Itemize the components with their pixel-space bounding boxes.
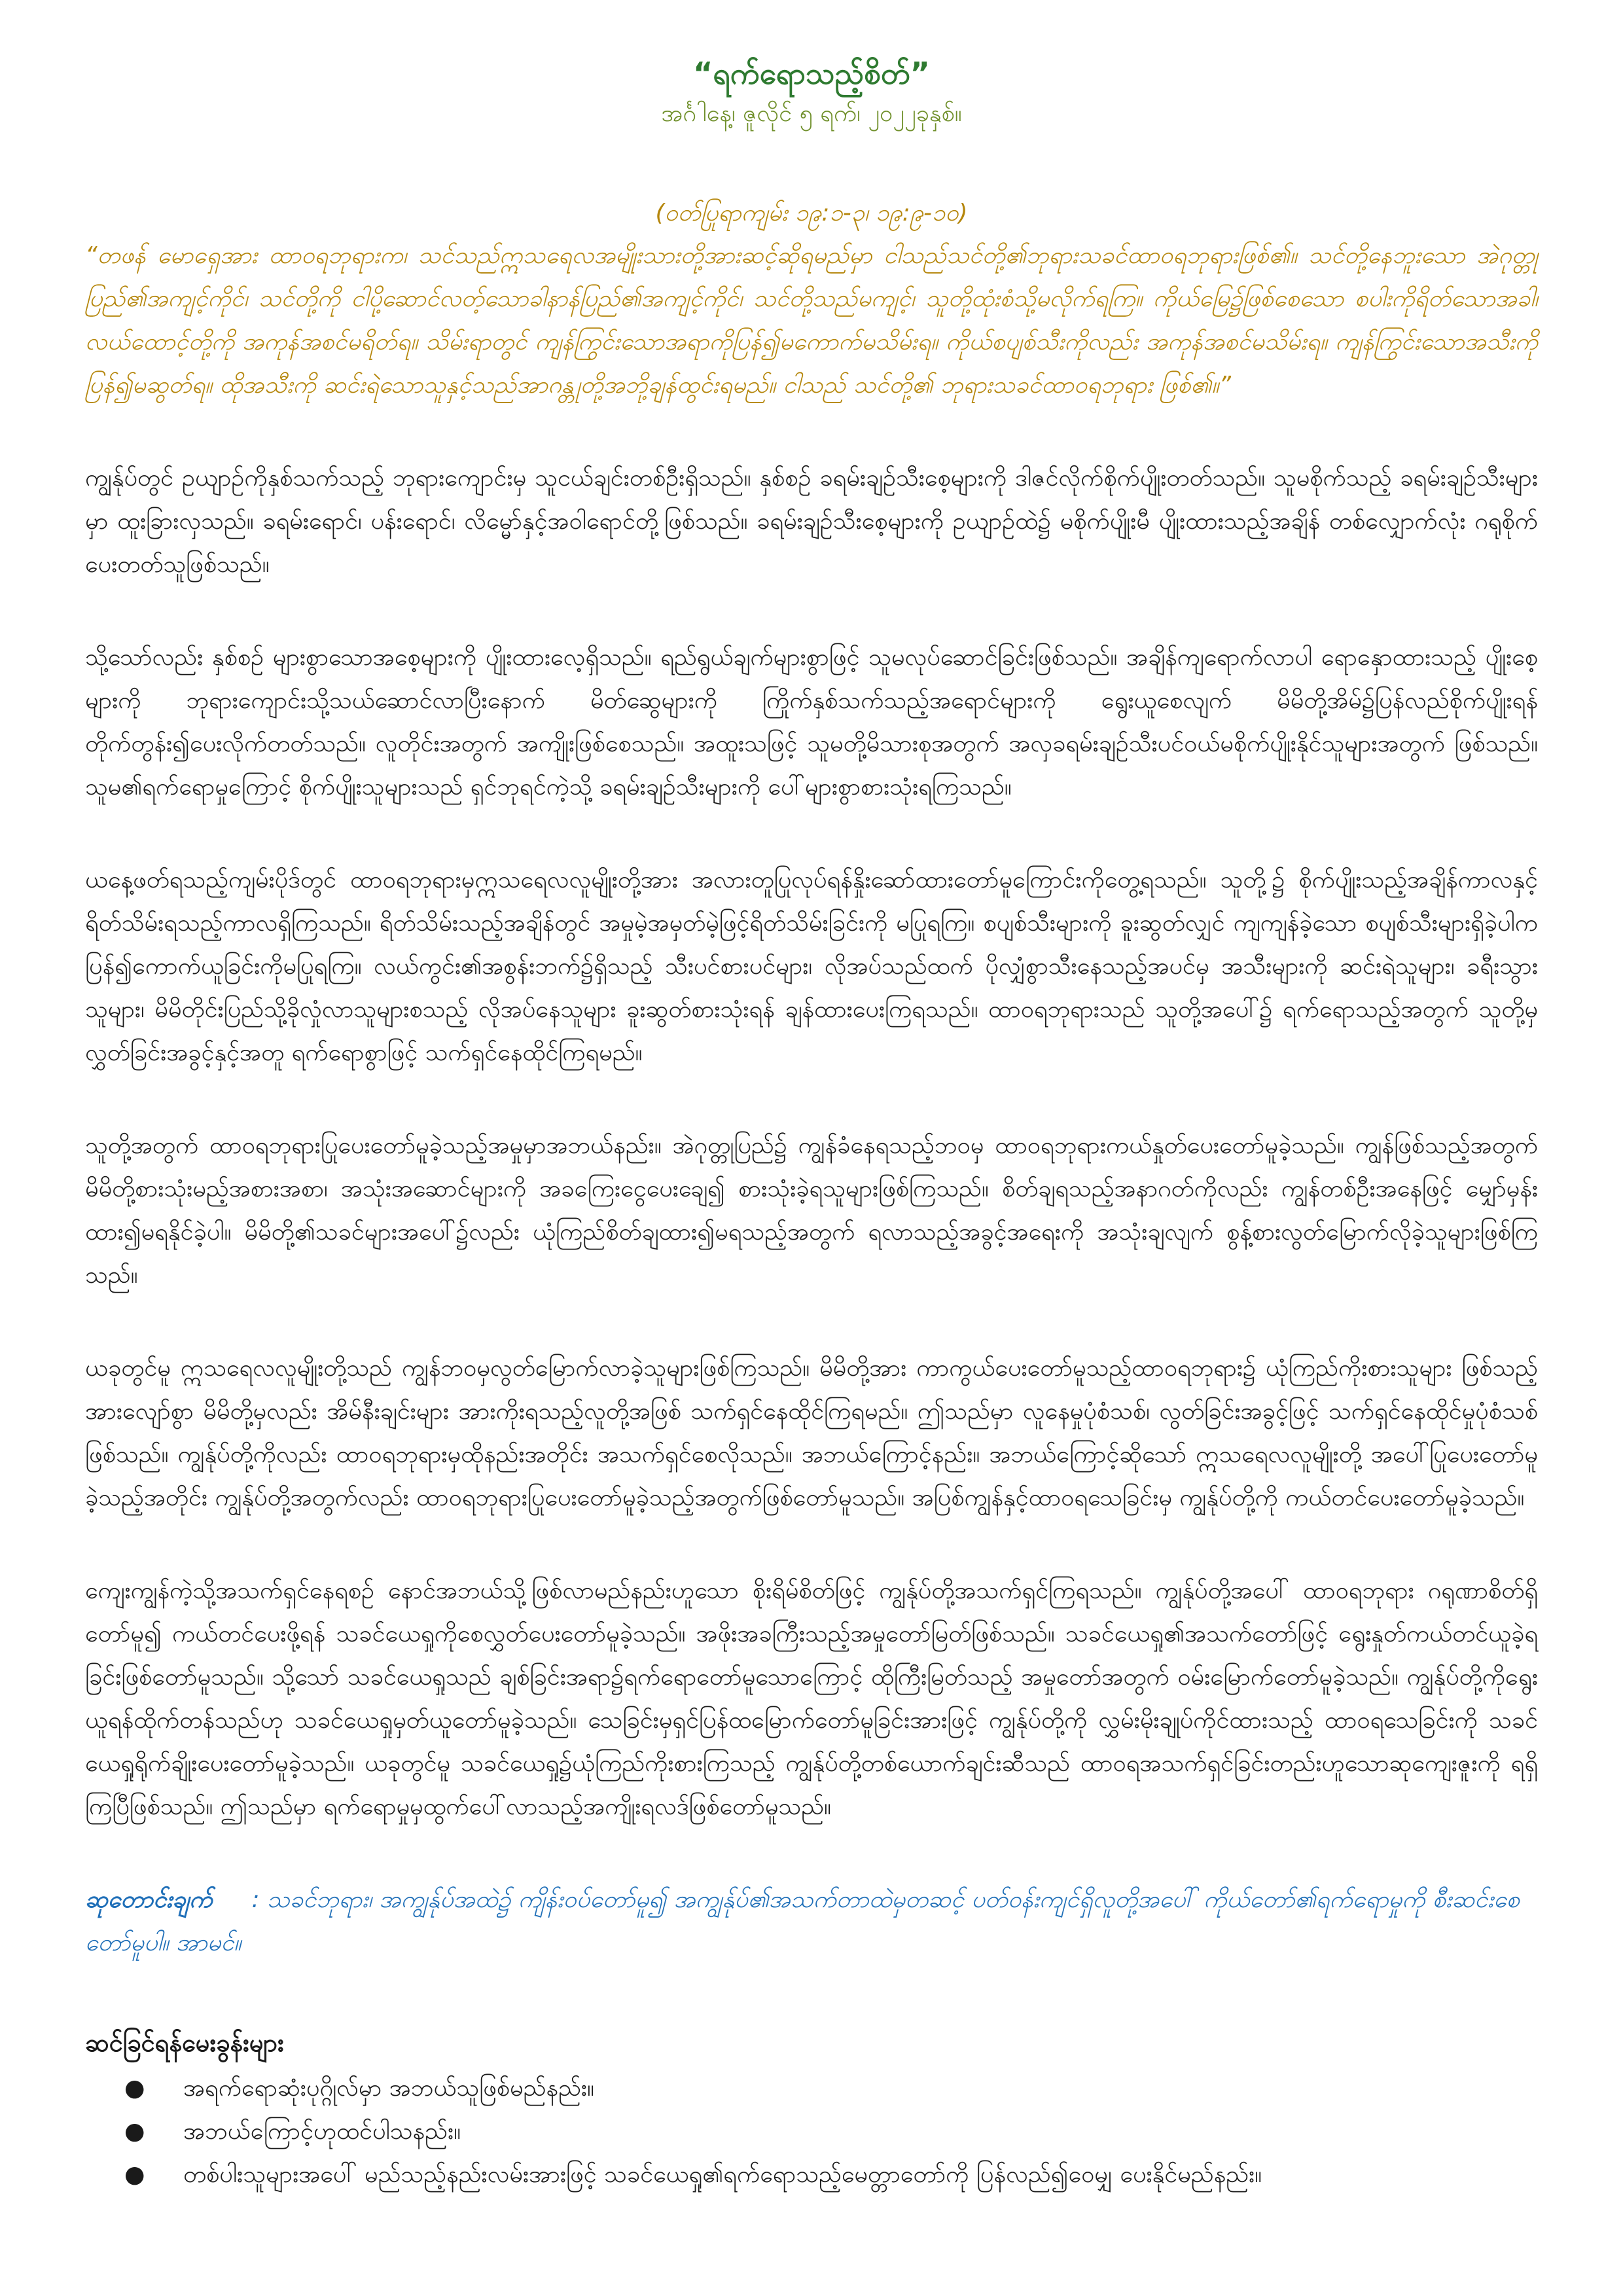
reflection-questions	[85, 2067, 1538, 2197]
list-item	[124, 2067, 1538, 2110]
bullet-icon: ●	[124, 2118, 145, 2145]
prayer-label: ဆုတောင်းချက်	[85, 1886, 213, 1913]
list-item	[124, 2153, 1538, 2197]
list-item	[124, 2110, 1538, 2153]
question-text: အဘယ်ကြောင့်ဟုထင်ပါသနည်း။	[183, 2118, 461, 2145]
bullet-icon: ●	[124, 2075, 145, 2102]
devotional-page	[85, 52, 1538, 2197]
prayer-block	[85, 1878, 1538, 1965]
scripture-text: “တဖန် မောရှေအား ထာဝရဘုရားက၊ သင်သည်ဣသရေလအမျိုးသားတို့အားဆင့်ဆိုရမည်မှာ ငါသည်သင်တို့၏ဘုရားသခင်ထာဝရဘုရားဖြစ်၏။ သင်တို့နေဘူးသော အဲဂုတ္တုပြည်၏အကျင့်ကိုင်၊ သင်တို့ကို ငါပို့ဆောင်လတ့်သောခါနာန်ပြည်၏အကျင့်ကိုင်၊ သင်တို့သည်မကျင့်၊ သူတို့ထုံးစံသို့မလိုက်ရကြ။ ကိုယ်မြေ၌ဖြစ်စေသော စပါးကိုရိတ်သောအခါ၊ လယ်ထောင့်တို့ကို အကုန်အစင်မရိတ်ရ။ သိမ်းရာတွင် ကျန်ကြွင်းသောအရာကိုပြန်၍မကောက်မသိမ်းရ။ ကိုယ်စပျစ်သီးကိုလည်း အကုန်အစင်မသိမ်းရ။ ကျန်ကြွင်းသောအသီးကို ပြန်၍မဆွတ်ရ။ ထိုအသီးကို ဆင်းရဲသောသူနှင့်သည်အာဂန္တုတို့အဘို့ချန်ထွင်းရမည်။ ငါသည် သင်တို့၏ ဘုရားသခင်ထာဝရဘုရား ဖြစ်၏။”	[85, 242, 1538, 399]
reflection-heading: ဆင်ခြင်ရန်မေးခွန်းများ	[85, 2028, 284, 2057]
question-text: အရက်ရောဆုံးပုဂ္ဂိုလ်မှာ အဘယ်သူဖြစ်မည်နည်း။	[183, 2075, 594, 2102]
body-paragraph-1: ကျွန်ုပ်တွင် ဥယျာဉ်ကိုနှစ်သက်သည့် ဘုရားကျောင်းမှ သူငယ်ချင်းတစ်ဦးရှိသည်။ နှစ်စဉ် ခရမ်းချဉ်သီးစေ့များကို ဒါဇင်လိုက်စိုက်ပျိုးတတ်သည်။ သူမစိုက်သည့် ခရမ်းချဉ်သီးများမှာ ထူးခြားလှသည်။ ခရမ်းရောင်၊ ပန်းရောင်၊ လိမ္မော်နှင့်အဝါရောင်တို့ဖြစ်သည်။ ခရမ်းချဉ်သီးစေ့များကို ဥယျာဉ်ထဲ၌ မစိုက်ပျိုးမီ ပျိုးထားသည့်အချိန် တစ်လျှောက်လုံး ဂရုစိုက်ပေးတတ်သူဖြစ်သည်။	[85, 465, 1538, 578]
body-paragraph-6: ကျေးကျွန်ကဲ့သို့အသက်ရှင်နေရစဉ် နောင်အဘယ်သို့ဖြစ်လာမည်နည်းဟူသော စိုးရိမ်စိတ်ဖြင့် ကျွန်ုပ်တို့အသက်ရှင်ကြရသည်။ ကျွန်ုပ်တို့အပေါ် ထာဝရဘုရား ဂရုဏာစိတ်ရှိတော်မူ၍ ကယ်တင်ပေးဖို့ရန် သခင်ယေရှုကိုစေလွှတ်ပေးတော်မူခဲ့သည်။ အဖိုးအခကြီးသည့်အမှုတော်မြတ်ဖြစ်သည်။ သခင်ယေရှု၏အသက်တော်ဖြင့် ရွေးနှုတ်ကယ်တင်ယူခဲ့ရခြင်းဖြစ်တော်မူသည်။ သို့သော် သခင်ယေရှုသည် ချစ်ခြင်းအရာ၌ရက်ရောတော်မူသောကြောင့် ထိုကြီးမြတ်သည့် အမှုတော်အတွက် ဝမ်းမြောက်တော်မူခဲ့သည်။ ကျွန်ုပ်တို့ကိုရွေးယူရန်ထိုက်တန်သည်ဟု သခင်ယေရှုမှတ်ယူတော်မူခဲ့သည်။ သေခြင်းမှရှင်ပြန်ထမြောက်တော်မူခြင်းအားဖြင့် ကျွန်ုပ်တို့ကို လွှမ်းမိုးချုပ်ကိုင်ထားသည့် ထာဝရသေခြင်းကို သခင်ယေရှုရိုက်ချိုးပေးတော်မူခဲ့သည်။ ယခုတွင်မူ သခင်ယေရှု၌ယုံကြည်ကိုးစားကြသည့် ကျွန်ုပ်တို့တစ်ယောက်ချင်းဆီသည် ထာဝရအသက်ရှင်ခြင်းတည်းဟူသောဆုကျေးဇူးကို ရရှိကြပြီဖြစ်သည်။ ဤသည်မှာ ရက်ရောမှုမှထွက်ပေါ်လာသည့်အကျိုးရလဒ်ဖြစ်တော်မူသည်။	[85, 1577, 1538, 1820]
devotional-date: အင်္ဂါနေ့၊ ဇူလိုင် ၅ ရက်၊ ၂၀၂၂ခုနှစ်။	[661, 100, 962, 127]
prayer-text: : သခင်ဘုရား၊ အကျွန်ုပ်အထဲ၌ ကျိန်းဝပ်တော်မူ၍ အကျွန်ုပ်၏အသက်တာထဲမှတဆင့် ပတ်ဝန်းကျင်ရှိလူတို့အပေါ် ကိုယ်တော်၏ရက်ရောမှုကို စီးဆင်းစေတော်မူပါ။ အာမင်။	[85, 1886, 1520, 1956]
question-text: တစ်ပါးသူများအပေါ် မည်သည့်နည်းလမ်းအားဖြင့် သခင်ယေရှု၏ရက်ရောသည့်မေတ္တာတော်ကို ပြန်လည်၍ဝေမျှ ပေးနိုင်မည်နည်း။	[183, 2161, 1262, 2188]
body-paragraph-3: ယနေ့ဖတ်ရသည့်ကျမ်းပိုဒ်တွင် ထာဝရဘုရားမှဣသရေလလူမျိုးတို့အား အလားတူပြုလုပ်ရန်နှိုးဆော်ထားတော်မူကြောင်းကိုတွေ့ရသည်။ သူတို့၌ စိုက်ပျိုးသည့်အချိန်ကာလနှင့် ရိတ်သိမ်းရသည့်ကာလရှိကြသည်။ ရိတ်သိမ်းသည့်အချိန်တွင် အမှုမဲ့အမှတ်မဲ့ဖြင့်ရိတ်သိမ်းခြင်းကို မပြုရကြ။ စပျစ်သီးများကို ခူးဆွတ်လျှင် ကျကျန်ခဲ့သော စပျစ်သီးများရှိခဲ့ပါက ပြန်၍ကောက်ယူခြင်းကိုမပြုရကြ။ လယ်ကွင်း၏အစွန်းဘက်၌ရှိသည့် သီးပင်စားပင်များ၊ လိုအပ်သည်ထက် ပိုလျှံစွာသီးနေသည့်အပင်မှ အသီးများကို ဆင်းရဲသူများ၊ ခရီးသွားသူများ၊ မိမိတိုင်းပြည်သို့ခိုလှုံလာသူများစသည့် လိုအပ်နေသူများ ခူးဆွတ်စားသုံးရန် ချန်ထားပေးကြရသည်။ ထာဝရဘုရားသည် သူတို့အပေါ်၌ ရက်ရောသည့်အတွက် သူတို့မှလွှတ်ခြင်းအခွင့်နှင့်အတူ ရက်ရောစွာဖြင့် သက်ရှင်နေထိုင်ကြရမည်။	[85, 867, 1538, 1066]
body-paragraph-2: သို့သော်လည်း နှစ်စဉ် များစွာသောအစေ့များကို ပျိုးထားလေ့ရှိသည်။ ရည်ရွယ်ချက်များစွာဖြင့် သူမလုပ်ဆောင်ခြင်းဖြစ်သည်။ အချိန်ကျရောက်လာပါ ရောနှောထားသည့် ပျိုးစေ့များကို ဘုရားကျောင်းသို့သယ်ဆောင်လာပြီးနောက် မိတ်ဆွေများကို ကြိုက်နှစ်သက်သည့်အရောင်များကို ရွေးယူစေလျက် မိမိတို့အိမ်၌ပြန်လည်စိုက်ပျိုးရန် တိုက်တွန်း၍ပေးလိုက်တတ်သည်။ လူတိုင်းအတွက် အကျိုးဖြစ်စေသည်။ အထူးသဖြင့် သူမတို့မိသားစုအတွက် အလှခရမ်းချဉ်သီးပင်ဝယ်မစိုက်ပျိုးနိုင်သူများအတွက် ဖြစ်သည်။ သူမ၏ရက်ရောမှုကြောင့် စိုက်ပျိုးသူများသည် ရှင်ဘုရင်ကဲ့သို့ ခရမ်းချဉ်သီးများကို ပေါ်များစွာစားသုံးရကြသည်။	[85, 644, 1538, 800]
page-title: “ရက်ရောသည့်စိတ်”	[693, 56, 930, 91]
body-paragraph-4: သူတို့အတွက် ထာဝရဘုရားပြုပေးတော်မူခဲ့သည့်အမှုမှာအဘယ်နည်း။ အဲဂုတ္တုပြည်၌ ကျွန်ခံနေရသည့်ဘဝမှ ထာဝရဘုရားကယ်နှုတ်ပေးတော်မူခဲ့သည်။ ကျွန်ဖြစ်သည့်အတွက် မိမိတို့စားသုံးမည့်အစားအစာ၊ အသုံးအဆောင်များကို အခကြေးငွေပေးချေ၍ စားသုံးခဲ့ရသူများဖြစ်ကြသည်။ စိတ်ချရသည့်အနာဂတ်ကိုလည်း ကျွန်တစ်ဦးအနေဖြင့် မျှော်မှန်းထား၍မရနိုင်ခဲ့ပါ။ မိမိတို့၏သခင်များအပေါ်၌လည်း ယုံကြည်စိတ်ချထား၍မရသည့်အတွက် ရလာသည့်အခွင့်အရေးကို အသုံးချလျက် စွန့်စားလွတ်မြောက်လိုခဲ့သူများဖြစ်ကြသည်။	[85, 1132, 1538, 1289]
scripture-reference: (ဝတ်ပြုရာကျမ်း ၁၉:၁-၃၊ ၁၉:၉-၁၀)	[655, 200, 968, 226]
body-paragraph-5: ယခုတွင်မူ ဣသရေလလူမျိုးတို့သည် ကျွန်ဘဝမှလွတ်မြောက်လာခဲ့သူများဖြစ်ကြသည်။ မိမိတို့အား ကာကွယ်ပေးတော်မူသည့်ထာဝရဘုရား၌ ယုံကြည်ကိုးစားသူများ ဖြစ်သည့်အားလျော်စွာ မိမိတို့မှလည်း အိမ်နီးချင်းများ အားကိုးရသည့်လူတို့အဖြစ် သက်ရှင်နေထိုင်ကြရမည်။ ဤသည်မှာ လူနေမှုပုံစံသစ်၊ လွတ်ခြင်းအခွင့်ဖြင့် သက်ရှင်နေထိုင်မှုပုံစံသစ်ဖြစ်သည်။ ကျွန်ုပ်တို့ကိုလည်း ထာဝရဘုရားမှထိုနည်းအတိုင်း အသက်ရှင်စေလိုသည်။ အဘယ်ကြောင့်နည်း။ အဘယ်ကြောင့်ဆိုသော် ဣသရေလလူမျိုးတို့ အပေါ်ပြုပေးတော်မူခဲ့သည့်အတိုင်း ကျွန်ုပ်တို့အတွက်လည်း ထာဝရဘုရားပြုပေးတော်မူခဲ့သည့်အတွက်ဖြစ်တော်မူသည်။ အပြစ်ကျွန်နှင့်ထာဝရသေခြင်းမှ ကျွန်ုပ်တို့ကို ကယ်တင်ပေးတော်မူခဲ့သည်။	[85, 1355, 1538, 1511]
bullet-icon: ●	[124, 2161, 145, 2188]
